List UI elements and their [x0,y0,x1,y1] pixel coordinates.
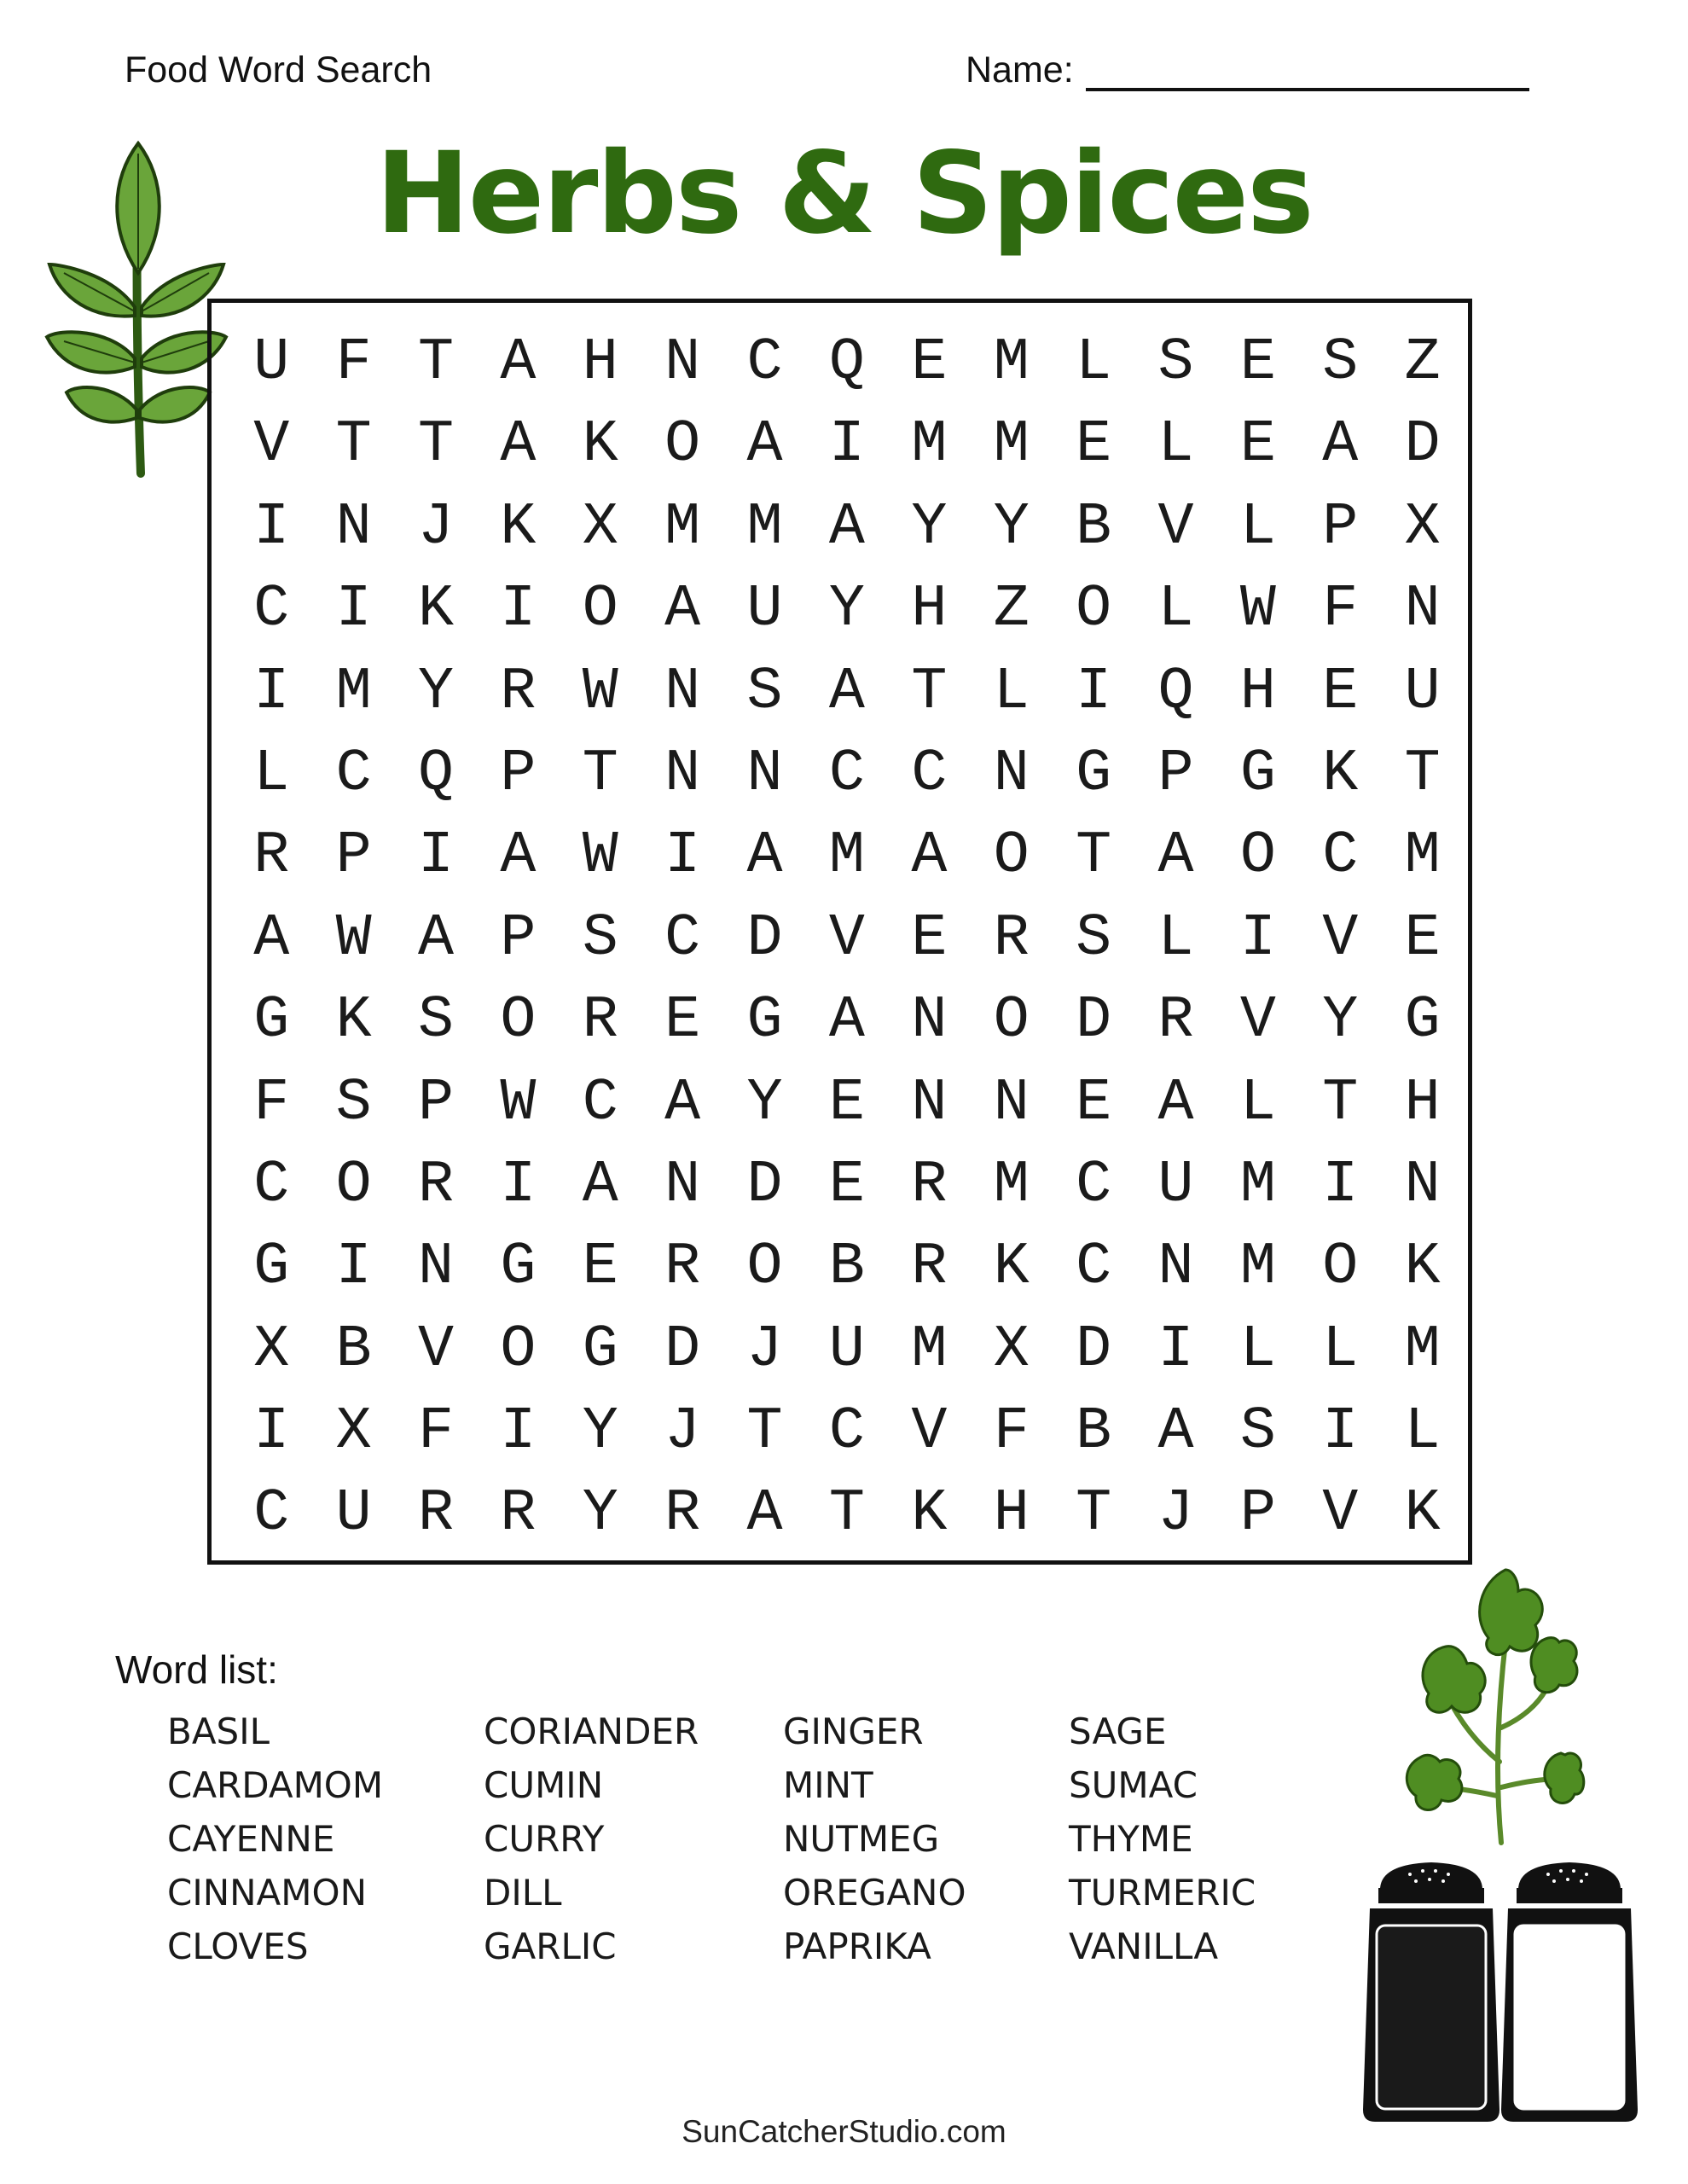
grid-letter[interactable]: N [417,1234,454,1302]
grid-letter[interactable]: Q [828,329,865,397]
grid-letter[interactable]: K [417,576,454,644]
word-item: GINGER [783,1711,924,1752]
grid-letter[interactable]: N [664,1151,701,1219]
grid-letter[interactable]: O [1076,576,1112,644]
grid-letter[interactable]: P [1157,740,1194,808]
grid-letter[interactable]: S [1157,329,1194,397]
grid-letter[interactable]: L [253,740,290,808]
grid-letter[interactable]: M [746,493,783,561]
grid-letter[interactable]: D [746,904,783,973]
grid-letter[interactable]: G [1239,740,1276,808]
grid-letter[interactable]: O [993,987,1030,1055]
grid-letter[interactable]: G [500,1234,537,1302]
grid-letter[interactable]: S [335,1069,372,1137]
grid-letter[interactable]: R [1157,987,1194,1055]
grid-letter[interactable]: K [582,411,618,479]
grid-letter[interactable]: R [664,1480,701,1548]
grid-letter[interactable]: I [253,658,290,726]
grid-letter[interactable]: O [1322,1234,1359,1302]
word-list-column-2 [484,1705,699,1973]
grid-letter[interactable]: P [1239,1480,1276,1548]
grid-letter[interactable]: Y [828,576,865,644]
word-item: CARDAMOM [167,1764,384,1806]
grid-letter[interactable]: J [664,1398,701,1467]
grid-letter[interactable]: W [582,658,618,726]
grid-letter[interactable]: R [911,1151,948,1219]
word-item: VANILLA [1069,1926,1219,1967]
grid-letter[interactable]: K [1404,1234,1441,1302]
grid-letter[interactable]: C [911,740,948,808]
grid-letter[interactable]: L [1157,576,1194,644]
grid-letter[interactable]: M [993,411,1030,479]
grid-letter[interactable]: A [500,411,537,479]
grid-letter[interactable]: O [746,1234,783,1302]
grid-letter[interactable]: I [500,576,537,644]
word-item: GARLIC [484,1926,617,1967]
grid-letter[interactable]: G [253,987,290,1055]
grid-letter[interactable]: M [1239,1151,1276,1219]
grid-letter[interactable]: C [828,740,865,808]
grid-letter[interactable]: G [253,1234,290,1302]
grid-letter[interactable]: L [1239,1316,1276,1384]
grid-letter[interactable]: I [253,493,290,561]
grid-letter[interactable]: I [828,411,865,479]
grid-letter[interactable]: M [911,1316,948,1384]
grid-letter[interactable]: V [417,1316,454,1384]
grid-letter[interactable]: W [500,1069,537,1137]
word-item: PAPRIKA [783,1926,931,1967]
grid-letter[interactable]: S [582,904,618,973]
grid-letter[interactable]: M [911,411,948,479]
grid-letter[interactable]: C [253,1151,290,1219]
grid-letter[interactable]: A [417,904,454,973]
grid-letter[interactable]: T [1322,1069,1359,1137]
grid-letter[interactable]: V [828,904,865,973]
grid-letter[interactable]: C [335,740,372,808]
grid-letter[interactable]: J [746,1316,783,1384]
grid-letter[interactable]: H [911,576,948,644]
grid-letter[interactable]: K [993,1234,1030,1302]
grid-letter[interactable]: E [1239,411,1276,479]
grid-letter[interactable]: G [582,1316,618,1384]
word-list-column-3 [783,1705,966,1973]
grid-letter[interactable]: E [1322,658,1359,726]
grid-letter[interactable]: C [1076,1151,1112,1219]
parsley-icon [1399,1565,1586,1847]
grid-letter[interactable]: S [417,987,454,1055]
word-item: NUTMEG [783,1818,940,1860]
grid-letter[interactable]: L [1157,904,1194,973]
grid-letter[interactable]: U [253,329,290,397]
grid-letter[interactable]: U [1404,658,1441,726]
grid-letter[interactable]: E [911,329,948,397]
grid-letter[interactable]: A [1157,822,1194,891]
word-item: DILL [484,1872,562,1914]
grid-letter[interactable]: N [993,1069,1030,1137]
grid-letter[interactable]: M [664,493,701,561]
grid-letter[interactable]: L [1239,493,1276,561]
grid-letter[interactable]: X [582,493,618,561]
grid-letter[interactable]: C [828,1398,865,1467]
word-list-column-1 [167,1705,383,1973]
grid-letter[interactable]: B [335,1316,372,1384]
grid-letter[interactable]: B [1076,1398,1112,1467]
grid-letter[interactable]: H [993,1480,1030,1548]
grid-letter[interactable]: I [1239,904,1276,973]
word-item: OREGANO [783,1872,966,1914]
grid-letter[interactable]: P [1322,493,1359,561]
grid-letter[interactable]: O [500,987,537,1055]
grid-letter[interactable]: J [417,493,454,561]
grid-letter[interactable]: N [993,740,1030,808]
grid-letter[interactable]: P [500,740,537,808]
grid-letter[interactable]: E [1239,329,1276,397]
grid-letter[interactable]: E [828,1069,865,1137]
grid-letter[interactable]: M [993,1151,1030,1219]
grid-letter[interactable]: A [500,329,537,397]
grid-letter[interactable]: C [746,329,783,397]
word-item: SAGE [1069,1711,1167,1752]
grid-letter[interactable]: G [1076,740,1112,808]
name-field[interactable] [966,49,1529,91]
grid-letter[interactable]: B [1076,493,1112,561]
grid-letter[interactable]: H [1239,658,1276,726]
grid-letter[interactable]: V [911,1398,948,1467]
word-item: TURMERIC [1069,1872,1256,1914]
grid-letter[interactable]: P [417,1069,454,1137]
grid-letter[interactable]: L [1404,1398,1441,1467]
word-list-heading: Word list: [115,1647,278,1692]
grid-letter[interactable]: U [1157,1151,1194,1219]
grid-letter[interactable]: K [335,987,372,1055]
grid-letter[interactable]: X [335,1398,372,1467]
grid-letter[interactable]: K [1404,1480,1441,1548]
grid-letter[interactable]: D [1076,987,1112,1055]
grid-letter[interactable]: Z [1404,329,1441,397]
grid-letter[interactable]: A [582,1151,618,1219]
grid-letter[interactable]: E [1076,1069,1112,1137]
grid-letter[interactable]: E [911,904,948,973]
grid-letter[interactable]: F [335,329,372,397]
grid-letter[interactable]: N [664,740,701,808]
grid-letter[interactable]: A [746,822,783,891]
word-item: MINT [783,1764,873,1806]
grid-letter[interactable]: Z [993,576,1030,644]
grid-letter[interactable]: D [746,1151,783,1219]
grid-letter[interactable]: D [664,1316,701,1384]
grid-letter[interactable]: I [1322,1151,1359,1219]
grid-letter[interactable]: M [828,822,865,891]
grid-letter[interactable]: Q [417,740,454,808]
grid-letter[interactable]: T [1076,1480,1112,1548]
grid-letter[interactable]: A [911,822,948,891]
grid-letter[interactable]: I [417,822,454,891]
word-item: CUMIN [484,1764,604,1806]
grid-letter[interactable]: H [582,329,618,397]
grid-letter[interactable]: V [253,411,290,479]
page-title: Herbs & Spices [375,128,1313,259]
grid-letter[interactable]: U [335,1480,372,1548]
grid-letter[interactable]: T [417,329,454,397]
grid-letter[interactable]: T [746,1398,783,1467]
grid-letter[interactable]: A [1157,1069,1194,1137]
grid-letter[interactable]: I [1322,1398,1359,1467]
word-list-column-4 [1069,1705,1256,1973]
grid-letter[interactable]: S [1076,904,1112,973]
grid-letter[interactable]: T [1404,740,1441,808]
pepper-shaker-icon [1363,1856,1499,2129]
grid-letter[interactable]: G [1404,987,1441,1055]
grid-letter[interactable]: A [1322,411,1359,479]
grid-letter[interactable]: I [500,1151,537,1219]
grid-letter[interactable]: S [1322,329,1359,397]
grid-letter[interactable]: C [664,904,701,973]
word-item: SUMAC [1069,1764,1198,1806]
name-line[interactable] [1086,50,1529,91]
grid-letter[interactable]: E [1076,411,1112,479]
grid-letter[interactable]: A [253,904,290,973]
grid-letter[interactable]: C [1076,1234,1112,1302]
grid-letter[interactable]: L [1322,1316,1359,1384]
grid-letter[interactable]: E [1404,904,1441,973]
grid-letter[interactable]: G [746,987,783,1055]
grid-letter[interactable]: M [1404,1316,1441,1384]
grid-letter[interactable]: E [828,1151,865,1219]
grid-letter[interactable]: I [335,576,372,644]
grid-letter[interactable]: O [664,411,701,479]
grid-letter[interactable]: R [500,1480,537,1548]
grid-letter[interactable]: E [664,987,701,1055]
grid-letter[interactable]: Y [993,493,1030,561]
name-label: Name: [966,49,1074,90]
grid-letter[interactable]: A [746,411,783,479]
grid-letter[interactable]: M [1239,1234,1276,1302]
salt-shaker-icon [1501,1856,1638,2129]
grid-letter[interactable]: Y [417,658,454,726]
grid-letter[interactable]: R [253,822,290,891]
grid-letter[interactable]: Y [1322,987,1359,1055]
grid-letter[interactable]: O [335,1151,372,1219]
grid-letter[interactable]: L [1076,329,1112,397]
grid-letter[interactable]: F [417,1398,454,1467]
grid-letter[interactable]: R [417,1151,454,1219]
grid-letter[interactable]: M [993,329,1030,397]
grid-letter[interactable]: L [1157,411,1194,479]
grid-letter[interactable]: R [417,1480,454,1548]
grid-letter[interactable]: V [1322,904,1359,973]
grid-letter[interactable]: A [828,658,865,726]
grid-letter[interactable]: A [828,493,865,561]
grid-letter[interactable]: O [582,576,618,644]
grid-letter[interactable]: N [911,1069,948,1137]
word-item: BASIL [167,1711,270,1752]
grid-letter[interactable]: U [746,576,783,644]
grid-letter[interactable]: N [1404,576,1441,644]
grid-letter[interactable]: A [828,987,865,1055]
grid-letter[interactable]: O [1239,822,1276,891]
grid-letter[interactable]: N [335,493,372,561]
grid-letter[interactable]: T [1076,822,1112,891]
grid-letter[interactable]: L [993,658,1030,726]
word-item: CORIANDER [484,1711,699,1752]
grid-letter[interactable]: Y [746,1069,783,1137]
grid-letter[interactable]: V [1322,1480,1359,1548]
grid-letter[interactable]: Q [1157,658,1194,726]
grid-letter[interactable]: C [253,576,290,644]
grid-letter[interactable]: P [500,904,537,973]
grid-letter[interactable]: I [1076,658,1112,726]
grid-letter[interactable]: T [828,1480,865,1548]
grid-letter[interactable]: N [664,329,701,397]
word-item: CINNAMON [167,1872,367,1914]
grid-letter[interactable]: X [1404,493,1441,561]
grid-letter[interactable]: N [664,658,701,726]
grid-letter[interactable]: H [1404,1069,1441,1137]
grid-letter[interactable]: T [335,411,372,479]
grid-letter[interactable]: C [582,1069,618,1137]
grid-letter[interactable]: I [253,1398,290,1467]
word-item: CAYENNE [167,1818,335,1860]
grid-letter[interactable]: T [582,740,618,808]
grid-letter[interactable]: I [500,1398,537,1467]
grid-letter[interactable]: I [1157,1316,1194,1384]
word-item: CLOVES [167,1926,309,1967]
grid-letter[interactable]: T [911,658,948,726]
grid-letter[interactable]: X [253,1316,290,1384]
grid-letter[interactable]: C [253,1480,290,1548]
grid-letter[interactable]: S [746,658,783,726]
grid-letter[interactable]: C [1322,822,1359,891]
worksheet-category: Food Word Search [125,49,432,90]
grid-letter[interactable]: L [1239,1069,1276,1137]
grid-letter[interactable]: W [1239,576,1276,644]
grid-letter[interactable]: R [500,658,537,726]
word-item: CURRY [484,1818,605,1860]
grid-letter[interactable]: E [582,1234,618,1302]
grid-letter[interactable]: A [664,576,701,644]
grid-letter[interactable]: Y [582,1480,618,1548]
grid-letter[interactable]: R [993,904,1030,973]
grid-letter[interactable]: N [1157,1234,1194,1302]
grid-letter[interactable]: A [1157,1398,1194,1467]
grid-letter[interactable]: F [1322,576,1359,644]
grid-letter[interactable]: N [1404,1151,1441,1219]
grid-letter[interactable]: I [335,1234,372,1302]
grid-letter[interactable]: P [335,822,372,891]
grid-letter[interactable]: R [664,1234,701,1302]
grid-letter[interactable]: J [1157,1480,1194,1548]
grid-letter[interactable]: W [582,822,618,891]
grid-letter[interactable]: K [911,1480,948,1548]
grid-letter[interactable]: A [746,1480,783,1548]
grid-letter[interactable]: Y [911,493,948,561]
grid-letter[interactable]: N [746,740,783,808]
grid-letter[interactable]: R [911,1234,948,1302]
grid-letter[interactable]: U [828,1316,865,1384]
grid-letter[interactable]: N [911,987,948,1055]
grid-letter[interactable]: A [664,1069,701,1137]
grid-letter[interactable]: F [993,1398,1030,1467]
grid-letter[interactable]: M [335,658,372,726]
grid-letter[interactable]: K [1322,740,1359,808]
grid-letter[interactable]: V [1239,987,1276,1055]
grid-letter[interactable]: D [1404,411,1441,479]
grid-letter[interactable]: I [664,822,701,891]
grid-letter[interactable]: K [500,493,537,561]
grid-letter[interactable]: S [1239,1398,1276,1467]
grid-letter[interactable]: B [828,1234,865,1302]
site-credit: SunCatcherStudio.com [682,2114,1006,2149]
grid-letter[interactable]: O [500,1316,537,1384]
grid-letter[interactable]: X [993,1316,1030,1384]
word-item: THYME [1069,1818,1193,1860]
grid-letter[interactable]: T [417,411,454,479]
grid-letter[interactable]: D [1076,1316,1112,1384]
herb-sprig-icon [43,136,230,478]
grid-letter[interactable]: A [500,822,537,891]
grid-letter[interactable]: Y [582,1398,618,1467]
grid-letter[interactable]: V [1157,493,1194,561]
grid-letter[interactable]: O [993,822,1030,891]
letter-grid[interactable] [230,322,1464,1556]
grid-letter[interactable]: W [335,904,372,973]
grid-letter[interactable]: R [582,987,618,1055]
grid-letter[interactable]: M [1404,822,1441,891]
grid-letter[interactable]: F [253,1069,290,1137]
